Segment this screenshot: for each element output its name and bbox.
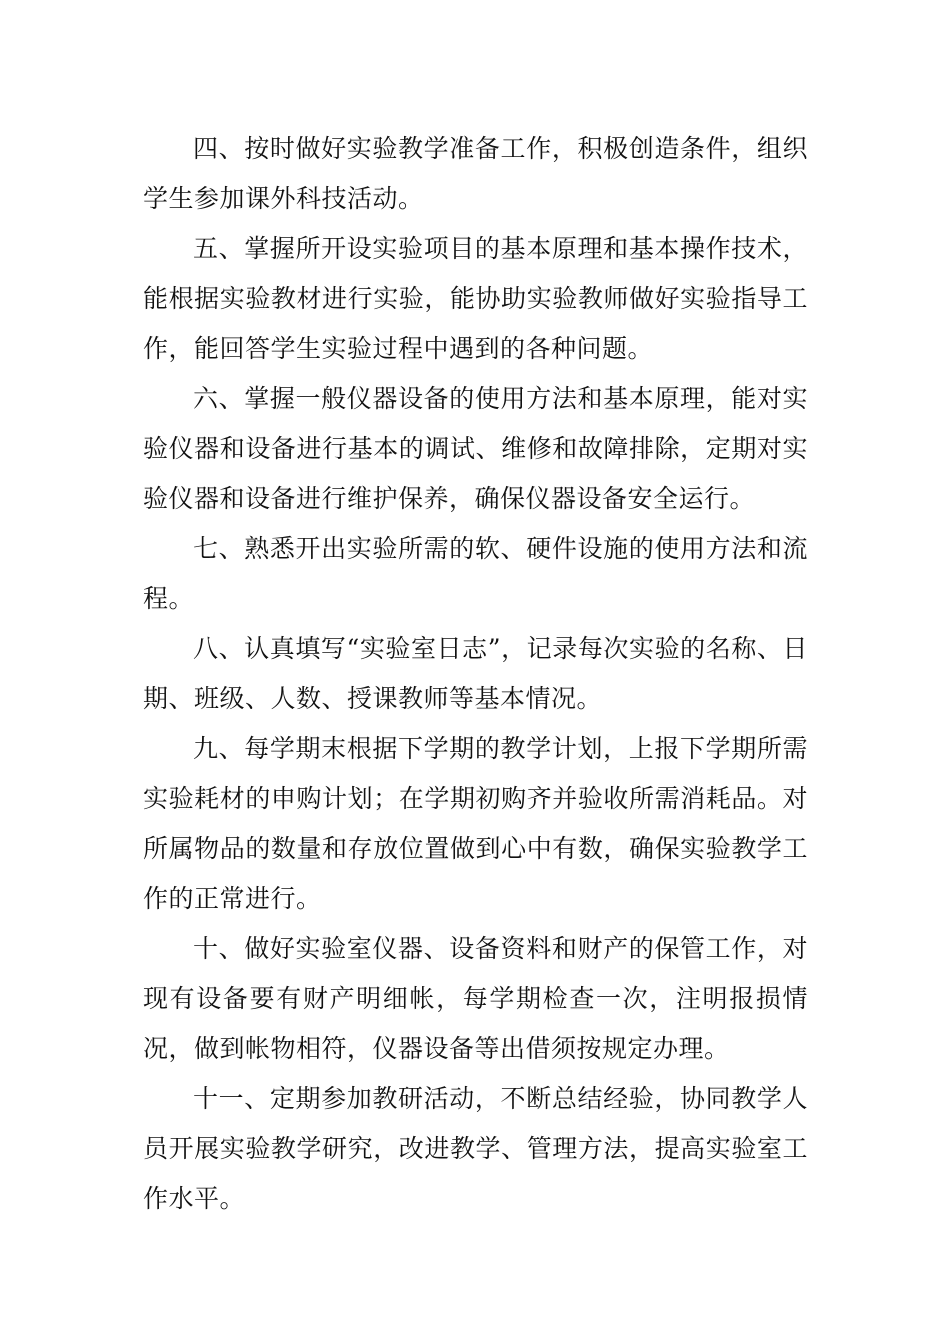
paragraph-4: 四、按时做好实验教学准备工作，积极创造条件，组织学生参加课外科技活动。 xyxy=(143,134,808,213)
paragraph-7: 七、熟悉开出实验所需的软、硬件设施的使用方法和流程。 xyxy=(143,534,808,613)
paragraph-5: 五、掌握所开设实验项目的基本原理和基本操作技术，能根据实验教材进行实验，能协助实验教师做好实验指导工作，能回答学生实验过程中遇到的各种问题。 xyxy=(143,234,808,363)
document-body xyxy=(143,124,808,1224)
paragraph-9: 九、每学期末根据下学期的教学计划，上报下学期所需实验耗材的申购计划；在学期初购齐并验收所需消耗品。对所属物品的数量和存放位置做到心中有数，确保实验教学工作的正常进行。 xyxy=(143,734,808,913)
paragraph-6: 六、掌握一般仪器设备的使用方法和基本原理，能对实验仪器和设备进行基本的调试、维修和故障排除，定期对实验仪器和设备进行维护保养，确保仪器设备安全运行。 xyxy=(143,384,808,513)
paragraph-11: 十一、定期参加教研活动，不断总结经验，协同教学人员开展实验教学研究，改进教学、管理方法，提高实验室工作水平。 xyxy=(143,1084,808,1213)
paragraph-10: 十、做好实验室仪器、设备资料和财产的保管工作，对现有设备要有财产明细帐，每学期检查一次，注明报损情况，做到帐物相符，仪器设备等出借须按规定办理。 xyxy=(143,934,808,1063)
paragraph-8: 八、认真填写“实验室日志”，记录每次实验的名称、日期、班级、人数、授课教师等基本情况。 xyxy=(143,634,808,713)
